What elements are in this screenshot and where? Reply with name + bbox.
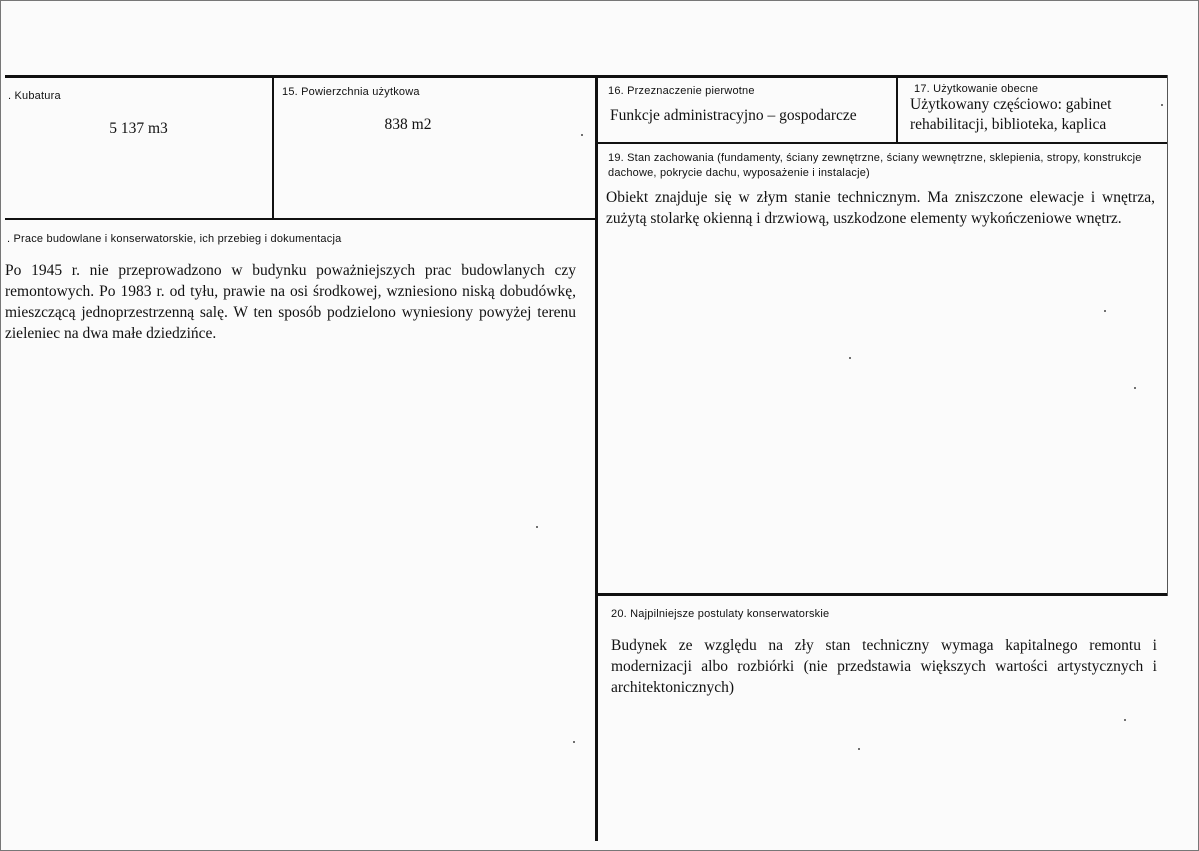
center-divider <box>595 77 598 841</box>
right-edge-rule <box>1167 75 1168 596</box>
scan-speck <box>1161 104 1163 106</box>
kubatura-label: . Kubatura <box>8 90 61 102</box>
scan-speck <box>1134 387 1136 389</box>
postulaty-value: Budynek ze względu na zły stan techniczny wymaga kapitalnego remontu i modernizacji albo rozbiórki (nie przedstawia większych wartości artystycznych i architektonicznych) <box>611 637 1157 696</box>
kubatura-value: 5 137 m3 <box>109 120 168 137</box>
scan-speck <box>1104 310 1106 312</box>
scan-speck <box>858 748 860 750</box>
uzytkowanie-label: 17. Użytkowanie obecne <box>914 83 1039 95</box>
stan-value: Obiekt znajduje się w złym stanie technicznym. Ma zniszczone elewacje i wnętrza, zużytą stolarkę okienną i drzwiową, uszkodzone elementy wykończeniowe wnętrz. <box>606 189 1155 227</box>
stan-label: 19. Stan zachowania (fundamenty, ściany zewnętrzne, ściany wewnętrzne, sklepienia, stropy, konstrukcje dachowe, pokrycie dachu, wyposażenie i instalacje) <box>608 152 1142 179</box>
rule-left-middle <box>5 218 597 220</box>
top-rule <box>5 75 1168 78</box>
uzytkowanie-value: Użytkowany częściowo: gabinet rehabilitacji, biblioteka, kaplica <box>910 96 1112 133</box>
powierzchnia-label: 15. Powierzchnia użytkowa <box>282 86 420 98</box>
scan-speck <box>1124 719 1126 721</box>
prace-label: . Prace budowlane i konserwatorskie, ich przebieg i dokumentacja <box>7 233 342 245</box>
przeznaczenie-label: 16. Przeznaczenie pierwotne <box>608 85 755 97</box>
scan-speck <box>573 741 575 743</box>
rule-right-upper <box>597 142 1168 144</box>
rule-right-lower <box>597 593 1168 596</box>
przeznaczenie-value: Funkcje administracyjno – gospodarcze <box>610 107 857 124</box>
scan-speck <box>581 134 583 136</box>
scan-speck <box>536 526 538 528</box>
prace-value: Po 1945 r. nie przeprowadzono w budynku poważniejszych prac budowlanych czy remontowych. Po 1983 r. od tyłu, prawie na osi środkowej, wzniesiono niską dobudówkę, mieszczącą jednoprzestrzenną salę. W ten sposób podzielono wyniesiony powyżej terenu zieleniec na dwa małe dziedzińce. <box>5 262 576 342</box>
postulaty-label: 20. Najpilniejsze postulaty konserwatorskie <box>611 608 830 620</box>
powierzchnia-value: 838 m2 <box>384 116 432 133</box>
divider-przeznaczenie-uzytkowanie <box>896 77 898 143</box>
scan-speck <box>849 357 851 359</box>
divider-kubatura-powierzchnia <box>272 78 274 219</box>
